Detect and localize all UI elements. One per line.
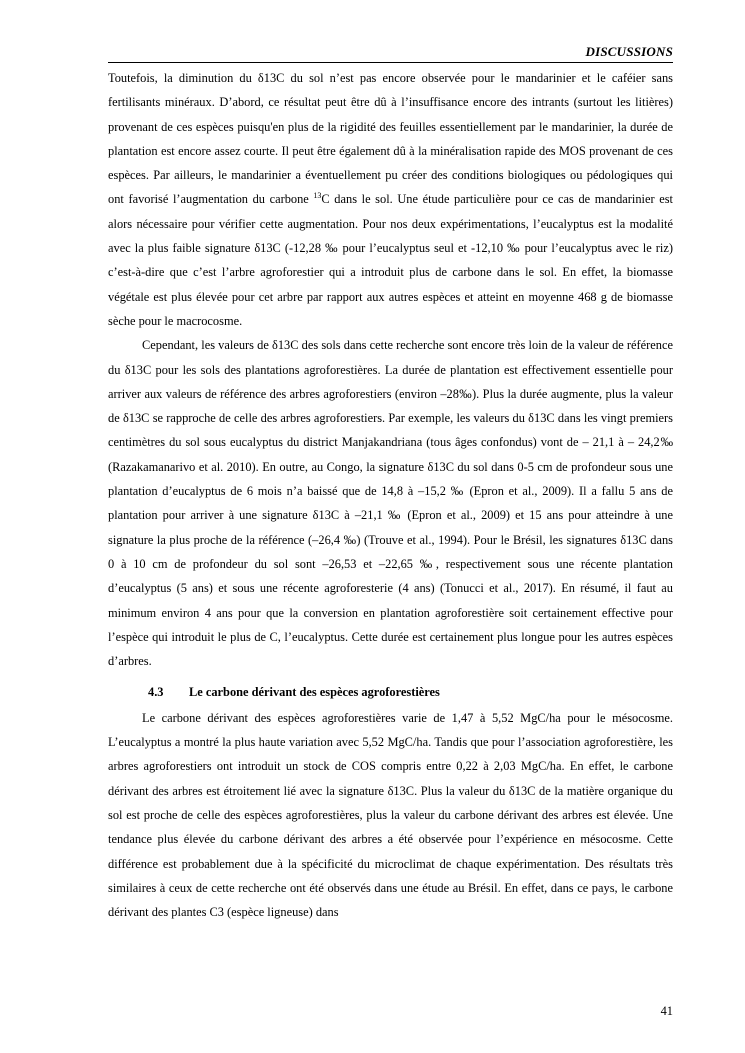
isotope-superscript: 13 (313, 191, 322, 201)
paragraph-1-part-b: C dans le sol. Une étude particulière pour ce cas de mandarinier est alors nécessaire pour vérifier cette augmentation. Pour nos deux expérimentations, l’eucalyptus est la modalité avec la plus faible signature δ13C (-12,28 ‰ pour l’eucalyptus seul et -12,10 ‰ pour l’eucalyptus avec le riz) c’est-à-dire que c’est l’arbre agroforestier qui a introduit plus de carbone dans le sol. En effet, la biomasse végétale est plus élevée pour cet arbre par rapport aux autres espèces et atteint en moyenne 468 g de biomasse sèche pour le macrocosme. (108, 192, 673, 328)
body-text (108, 66, 673, 924)
header-rule (108, 62, 673, 63)
section-number: 4.3 (148, 685, 164, 700)
section-heading (108, 680, 673, 704)
page-number: 41 (660, 1004, 673, 1018)
section-title: Le carbone dérivant des espèces agroforestières (189, 685, 440, 700)
paragraph-2: Cependant, les valeurs de δ13C des sols dans cette recherche sont encore très loin de la valeur de référence du δ13C pour les sols des plantations agroforestières. La durée de plantation est effectivement essentielle pour arriver aux valeurs de référence des arbres agroforestiers (environ –28‰). Plus la durée augmente, plus la valeur de δ13C se rapproche de celle des arbres agroforestiers. Par exemple, les valeurs du δ13C dans les vingt premiers centimètres du sol sous eucalyptus du district Manjakandriana (tous âges confondus) vont de – 21,1 à – 24,2‰ (Razakamanarivo et al. 2010). En outre, au Congo, la signature δ13C du sol dans 0-5 cm de profondeur sous une plantation d’eucalyptus de 6 mois n’a baissé que de 14,8 à –15,2 ‰ (Epron et al., 2009). Il a fallu 5 ans de plantation pour arriver à une signature δ13C à –21,1 ‰ (Epron et al., 2009) et 15 ans pour atteindre à une signature la plus proche de la référence (–26,4 ‰) (Trouve et al., 1994). Pour le Brésil, les signatures δ13C dans 0 à 10 cm de profondeur du sol sont –26,53 et –22,65 ‰, respectivement sous une récente plantation d’eucalyptus (5 ans) et sous une récente agroforesterie (4 ans) (Tonucci et al., 2017). En résumé, il faut au minimum environ 4 ans pour que la conversion en plantation agroforestière soit certainement effective pour l’espèce qui introduit le plus de C, l’eucalyptus. Cette durée est certainement plus longue pour les autres espèces d’arbres. (108, 338, 673, 669)
paragraph-1-part-a: Toutefois, la diminution du δ13C du sol n’est pas encore observée pour le mandarinier et le caféier sans fertilisants minéraux. D’abord, ce résultat peut être dû à l’insuffisance encore des intrants (surtout les litières) provenant de ces espèces puisqu'en plus de la rigidité des feuilles essentiellement par le mandarinier, la durée de plantation est encore assez courte. Il peut être également dû à la minéralisation rapide des MOS provenant de ces espèces. Par ailleurs, le mandarinier a éventuellement pu créer des conditions biologiques ou pédologiques qui ont favorisé l’augmentation du carbone (108, 71, 673, 207)
paragraph-1 (108, 66, 673, 333)
paragraph-3: Le carbone dérivant des espèces agroforestières varie de 1,47 à 5,52 MgC/ha pour le mésocosme. L’eucalyptus a montré la plus haute variation avec 5,52 MgC/ha. Tandis que pour l’association agroforestière, les arbres agroforestiers ont introduit un stock de COS compris entre 0,22 à 2,03 MgC/ha. En effet, le carbone dérivant des arbres est étroitement lié avec la signature δ13C. Plus la valeur du δ13C de la matière organique du sol est proche de celle des espèces agroforestières, plus la valeur du carbone dérivant des arbres est élevée. Une tendance plus élevée du carbone dérivant des arbres a été observée pour l’expérience en mésocosme. Cette différence est probablement due à la spécificité du microclimat de chaque expérimentation. Des résultats très similaires à ceux de cette recherche ont été observés dans une étude au Brésil. En effet, dans ce pays, le carbone dérivant des plantes C3 (espèce ligneuse) dans (108, 710, 673, 920)
running-header: DISCUSSIONS (585, 44, 673, 59)
